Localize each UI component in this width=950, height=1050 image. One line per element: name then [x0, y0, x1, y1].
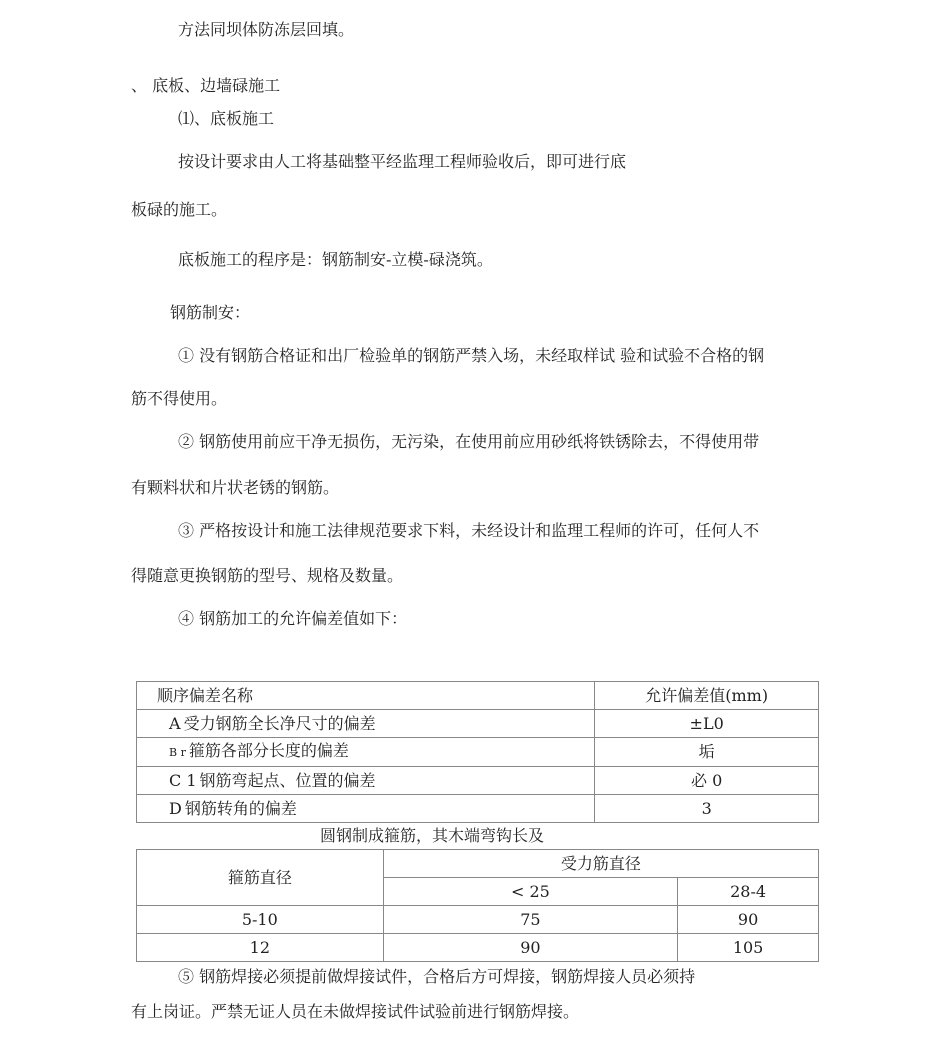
subsection-heading: ⑴、底板施工 [178, 109, 275, 128]
list-item-3: ③ 严格按设计和施工法律规范要求下料，未经设计和监理工程师的许可，任何人不 [178, 521, 760, 540]
paragraph-line: 按设计要求由人工将基础整平经监理工程师验收后，即可进行底 [178, 152, 627, 171]
paragraph-line: 筋不得使用。 [131, 389, 228, 408]
table-cell [137, 738, 595, 767]
row-name: 钢筋转角的偏差 [184, 798, 297, 818]
table-cell: 75 [383, 906, 678, 934]
hook-length-table [136, 849, 819, 962]
table-row [137, 934, 819, 962]
section-heading: 、 底板、边墙碌施工 [131, 76, 281, 95]
table-row [137, 795, 819, 823]
table-cell [137, 795, 595, 823]
table-row [137, 738, 819, 767]
row-prefix: B r [169, 746, 186, 759]
table-cell: 90 [678, 906, 819, 934]
table-cell: 12 [137, 934, 384, 962]
row-name: 箍筋各部分长度的偏差 [188, 741, 349, 760]
table-header-cell: 28-4 [678, 878, 819, 906]
list-item-2: ② 钢筋使用前应干净无损伤，无污染，在使用前应用砂纸将铁锈除去，不得使用带 [178, 432, 760, 451]
paragraph-line: 钢筋制安： [170, 303, 251, 322]
row-prefix: D [169, 798, 182, 818]
row-name: 钢筋弯起点、位置的偏差 [199, 770, 376, 790]
table-row [137, 767, 819, 795]
table-cell: 3 [595, 795, 819, 823]
table-cell: 5-10 [137, 906, 384, 934]
list-item-5: ⑤ 钢筋焊接必须提前做焊接试件，合格后方可焊接，钢筋焊接人员必须持 [178, 967, 696, 986]
table-header-cell: 顺序偏差名称 [137, 682, 595, 710]
table-cell: 垢 [595, 738, 819, 767]
table-header-cell: 允许偏差值(mm) [595, 682, 819, 710]
table-row [137, 906, 819, 934]
table-row [137, 710, 819, 738]
row-prefix: A [169, 713, 181, 733]
table-cell [137, 710, 595, 738]
table-caption: 圆钢制成箍筋，其木端弯钩长及 [320, 826, 545, 845]
paragraph-line: 有上岗证。严禁无证人员在未做焊接试件试验前进行钢筋焊接。 [131, 1002, 580, 1021]
table-header-cell: 受力筋直径 [383, 850, 818, 878]
row-prefix: C 1 [169, 770, 197, 790]
table-header-row [137, 682, 819, 710]
paragraph-line: 有颗料状和片状老锈的钢筋。 [131, 478, 340, 497]
table-header-row [137, 850, 819, 878]
table-cell: 必 0 [595, 767, 819, 795]
list-item-1: ① 没有钢筋合格证和出厂检验单的钢筋严禁入场，未经取样试 验和试验不合格的钢 [178, 346, 765, 365]
table-cell: 105 [678, 934, 819, 962]
list-item-4: ④ 钢筋加工的允许偏差值如下： [178, 609, 408, 628]
table-cell: ±L0 [595, 710, 819, 738]
table-cell: 90 [383, 934, 678, 962]
row-name: 受力钢筋全长净尺寸的偏差 [183, 713, 376, 733]
table-header-cell: 箍筋直径 [137, 850, 384, 906]
table-cell [137, 767, 595, 795]
paragraph-line: 板碌的施工。 [131, 200, 228, 219]
paragraph-line: 底板施工的程序是：钢筋制安-立模-碌浇筑。 [178, 250, 493, 269]
paragraph-line: 得随意更换钢筋的型号、规格及数量。 [131, 566, 404, 585]
table-header-cell: < 25 [383, 878, 678, 906]
deviation-table [136, 681, 819, 823]
paragraph-line: 方法同坝体防冻层回填。 [178, 20, 355, 39]
